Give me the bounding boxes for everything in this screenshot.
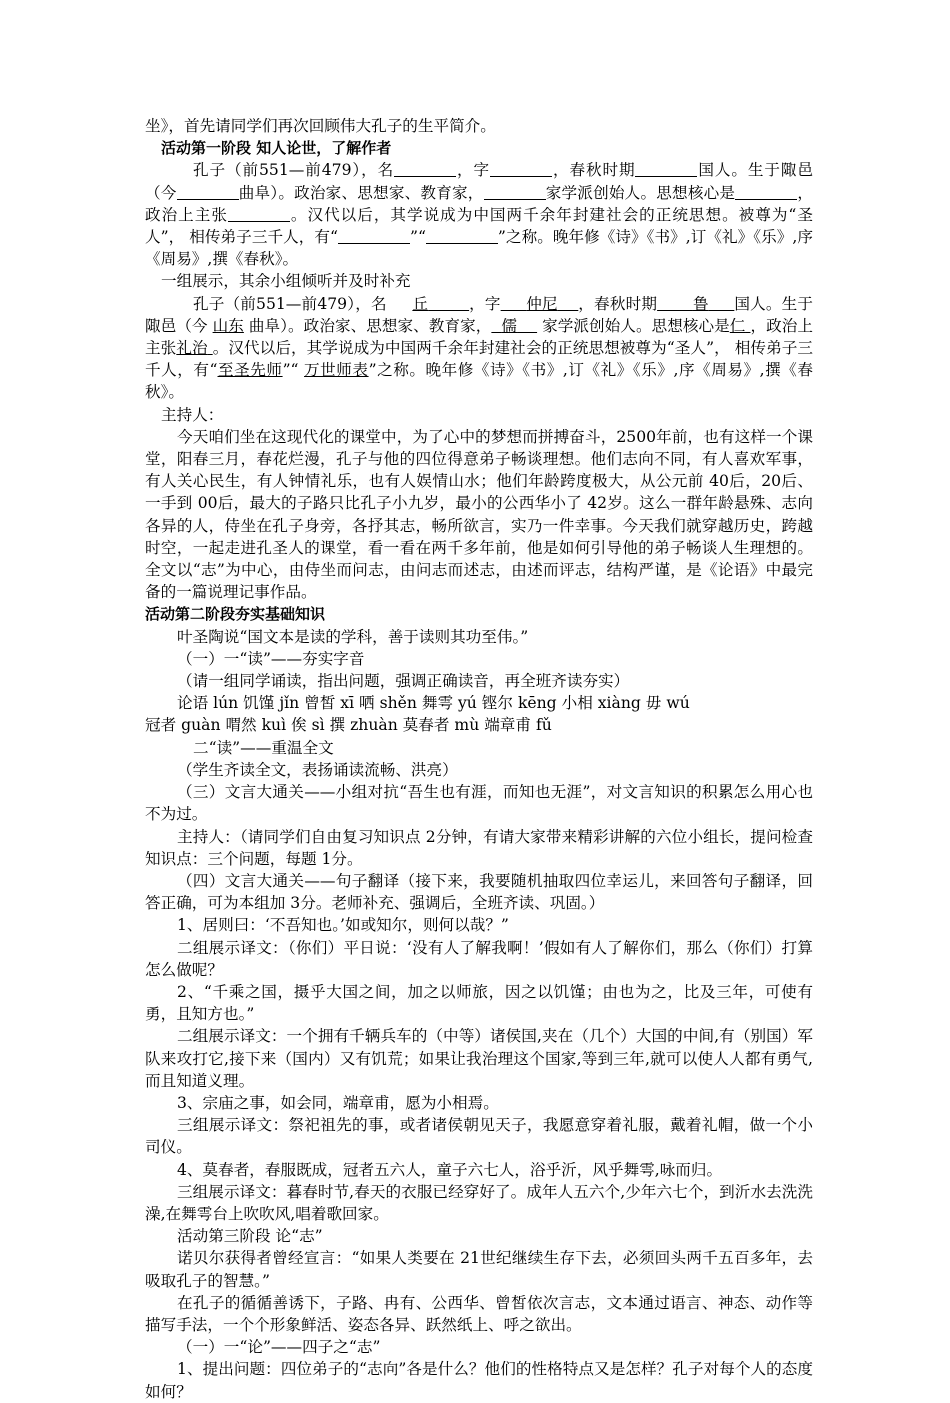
fill-in-paragraph: 孔子（前551—前479），名 ，字 ，春秋时期 国人。生于陬邑（今 曲阜）。政治家、思想家、教育家， 家学派创始人。思想核心是 ，政治上主张 。汉代以后，其学说成为中国两千余年封建社会的正统思想。被尊为“圣人”， 相传弟子三千人，有“ ”“ ”之称。晚年修《诗》《书》,订《礼》《乐》,序《周易》,撰《春秋》。 [145,161,813,269]
sentence-1: 1、居则曰：‘不吾知也。’如或知尔，则何以哉？” [177,916,509,935]
blank-school [484,185,546,200]
nobel-quote: 诺贝尔获得者曾经宣言：“如果人类要在 21世纪继续生存下去，必须回头两千五百多年，去吸取孔子的智慧。” [145,1249,813,1290]
translation-3: 三组展示译文：祭祀祖先的事，或者诸侯朝见天子，我愿意穿着礼服，戴着礼帽，做一个小司仪。 [145,1116,813,1157]
host-instruction: 主持人：（请同学们自由复习知识点 2分钟，有请大家带来精彩讲解的六位小组长，提问检查知识点：三个问题，每题 1分。 [145,827,813,868]
section-heading-3: 活动第三阶段 论“志” [177,1227,323,1246]
section-heading-2: 活动第二阶段夯实基础知识 [145,605,326,624]
reading-one-heading: （一）一“读”——夯实字音 [177,649,365,668]
section-heading-1: 活动第一阶段 知人论世，了解作者 [161,139,392,158]
sentence-2: 2、“千乘之国，摄乎大国之间，加之以师旅，因之以饥馑；由也为之，比及三年，可使有勇，且知方也。” [145,982,813,1024]
classical-challenge-three: （三）文言大通关——小组对抗“吾生也有涯，而知也无涯”，对文言知识的积累怎么用心也不为过。 [145,783,813,824]
intro-line: 坐》，首先请同学们再次回顾伟大孔子的生平简介。 [145,117,496,135]
document-body [145,115,813,1403]
translation-4: 三组展示译文：暮春时节,春天的衣服已经穿好了。成年人五六个,少年六七个，到沂水去洗洗澡,在舞雩台上吹吹风,唱着歌回家。 [145,1182,813,1223]
blank-name [394,162,456,177]
discussion-one-heading: （一）一“论”——四子之“志” [177,1338,381,1357]
reading-two-note: （学生齐读全文，表扬诵读流畅、洪亮） [177,760,458,779]
translation-2: 二组展示译文：一个拥有千辆兵车的（中等）诸侯国,夹在（几个）大国的中间,有（别国）军队来攻打它,接下来（国内）又有饥荒；如果让我治理这个国家,等到三年,就可以使人人都有勇气,而且知道义理。 [145,1027,813,1090]
reading-one-note: （请一组同学诵读，指出问题，强调正确读音，再全班齐读夯实） [177,672,630,691]
blank-province [177,185,239,200]
group-one-note: 一组展示，其余小组倾听并及时补充 [161,272,411,291]
sentence-4: 4、莫春者，春服既成，冠者五六人，童子六七人，浴乎沂，风乎舞雩,咏而归。 [177,1160,723,1179]
reading-two-heading: 二“读”——重温全文 [193,738,334,757]
pronunciation-line-1: 论语 lún 饥馑 jǐn 曾皙 xī 哂 shěn 舞雩 yú 铿尔 kēng 小相 xiàng 毋 wú [177,694,690,713]
blank-core-idea [735,185,797,200]
blank-courtesy-name [490,162,552,177]
translation-1: 二组展示译文：（你们）平日说：‘没有人了解我啊！’假如有人了解你们，那么（你们）打算怎么做呢？ [145,938,813,979]
classical-challenge-four: （四）文言大通关——句子翻译（接下来，我要随机抽取四位幸运儿，来回答句子翻译，回答正确，可为本组加 3分。老师补充、强调后，全班齐读、巩固。） [145,871,813,913]
sentence-3: 3、宗庙之事，如会同，端章甫，愿为小相焉。 [177,1093,499,1112]
host-speech: 今天咱们坐在这现代化的课堂中，为了心中的梦想而拼搏奋斗，2500年前，也有这样一个课堂，阳春三月，春花烂漫，孔子与他的四位得意弟子畅谈理想。他们志向不同，有人喜欢军事，有人关心民生，有人钟情礼乐，也有人娱情山水；他们年龄跨度极大，从公元前 40后，20后、一手到 00后，最大的子路只比孔子小九岁，最小的公西华小了 42岁。这么一群年龄悬殊、志向各异的人，侍坐在孔子身旁，各抒其志，畅所欲言，实乃一件幸事。今天我们就穿越历史，跨越时空，一起走进孔圣人的课堂，看一看在两千多年前，他是如何引导他的弟子畅谈人生理想的。全文以“志”为中心，由侍坐而问志，由问志而述志，由述而评志，结构严谨，是《论语》中最完备的一篇说理记事作品。 [145,427,813,602]
blank-title-2 [426,229,498,244]
blank-title-1 [338,229,410,244]
host-label: 主持人： [161,405,224,424]
answer-paragraph: 孔子（前551—前479），名 丘 ，字 仲尼 ，春秋时期 鲁 国人。生于陬邑（今 山东 曲阜）。政治家、思想家、教育家， 儒 家学派创始人。思想核心是仁 ，政治上主张礼治 。汉代以后，其学说成为中国两千余年封建社会的正统思想被尊为“圣人”， 相传弟子三千人，有“至圣先师”“ 万世师表”之称。晚年修《诗》《书》,订《礼》《乐》,序《周易》,撰《春秋》。 [145,294,813,402]
blank-state [635,162,697,177]
blank-politics [228,207,290,222]
four-disciples-intro: 在孔子的循循善诱下，子路、冉有、公西华、曾皙依次言志，文本通过语言、神态、动作等描写手法，一个个形象鲜活、姿态各异、跃然纸上、呼之欲出。 [145,1293,813,1334]
pronunciation-line-2: 冠者 guàn 喟然 kuì 俟 sì 撰 zhuàn 莫春者 mù 端章甫 fǔ [145,716,552,735]
question-1: 1、提出问题：四位弟子的“志向”各是什么？他们的性格特点又是怎样？孔子对每个人的态度如何？ [145,1360,813,1401]
quote-ye-shengtao: 叶圣陶说“国文本是读的学科，善于读则其功至伟。” [177,627,529,646]
